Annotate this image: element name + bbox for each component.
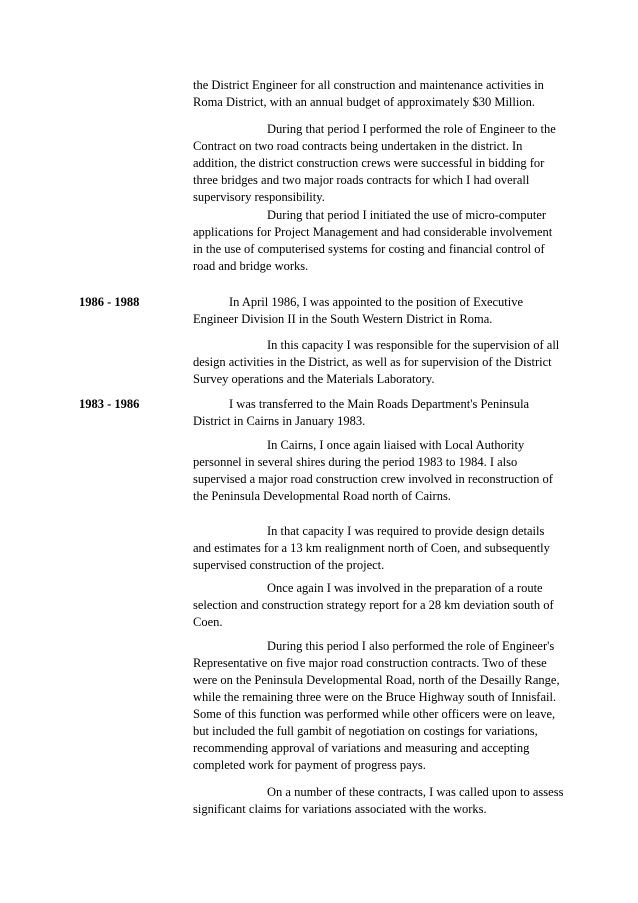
paragraph-local-authority xyxy=(193,437,565,505)
paragraph-design-supervision xyxy=(193,337,565,388)
paragraph-route-selection xyxy=(193,580,565,631)
paragraph-engineers-representative xyxy=(193,638,565,774)
paragraph-micro-computer xyxy=(193,207,565,275)
paragraph-text: In Cairns, I once again liaised with Local Authority personnel in several shires during the period 1983 to 1984. I also supervised a major road construction crew involved in reconstruction of the Peninsula Developmental Road north of Cairns. xyxy=(193,438,553,503)
entry-date-1986-1988: 1986 - 1988 xyxy=(79,295,140,309)
paragraph-coen-realignment xyxy=(193,523,565,574)
paragraph-text: In this capacity I was responsible for the supervision of all design activities in the District, as well as for supervision of the District Survey operations and the Materials Laboratory. xyxy=(193,338,560,386)
paragraph-text: I was transferred to the Main Roads Department's Peninsula District in Cairns in January 1983. xyxy=(193,397,530,428)
paragraph-text: In April 1986, I was appointed to the position of Executive Engineer Division II in the South Western District in Roma. xyxy=(193,295,524,326)
paragraph-text: During that period I performed the role of Engineer to the Contract on two road contracts being undertaken in the district. In addition, the district construction crews were successful in bidding for three bridges and two major roads contracts for which I had overall supervisory responsibility. xyxy=(193,122,556,204)
paragraph-engineer-to-contract xyxy=(193,121,565,206)
paragraph-claims-assessment xyxy=(193,784,565,818)
paragraph-district-engineer xyxy=(193,77,565,111)
entry-date-1983-1986: 1983 - 1986 xyxy=(79,397,140,411)
paragraph-text: Once again I was involved in the preparation of a route selection and construction strategy report for a 28 km deviation south of Coen. xyxy=(193,581,554,629)
paragraph-text: During that period I initiated the use of micro-computer applications for Project Management and had considerable involvement in the use of computerised systems for costing and financial control of road and bridge works. xyxy=(193,208,553,273)
paragraph-transferred-cairns xyxy=(193,396,565,430)
paragraph-text: During this period I also performed the role of Engineer's Representative on five major road construction contracts. Two of these were on the Peninsula Developmental Road, north of the Desailly Range, while the remaining three were on the Bruce Highway south of Innisfail. Some of this function was performed while other officers were on leave, but included the full gambit of negotiation on costings for variations, recommending approval of variations and measuring and accepting completed work for payment of progress pays. xyxy=(193,639,560,772)
paragraph-text: On a number of these contracts, I was called upon to assess significant claims for variations associated with the works. xyxy=(193,785,564,816)
paragraph-text: In that capacity I was required to provide design details and estimates for a 13 km realignment north of Coen, and subsequently supervised construction of the project. xyxy=(193,524,550,572)
paragraph-text: the District Engineer for all construction and maintenance activities in Roma District, with an annual budget of approximately $30 Million. xyxy=(193,78,544,109)
paragraph-executive-engineer xyxy=(193,294,565,328)
